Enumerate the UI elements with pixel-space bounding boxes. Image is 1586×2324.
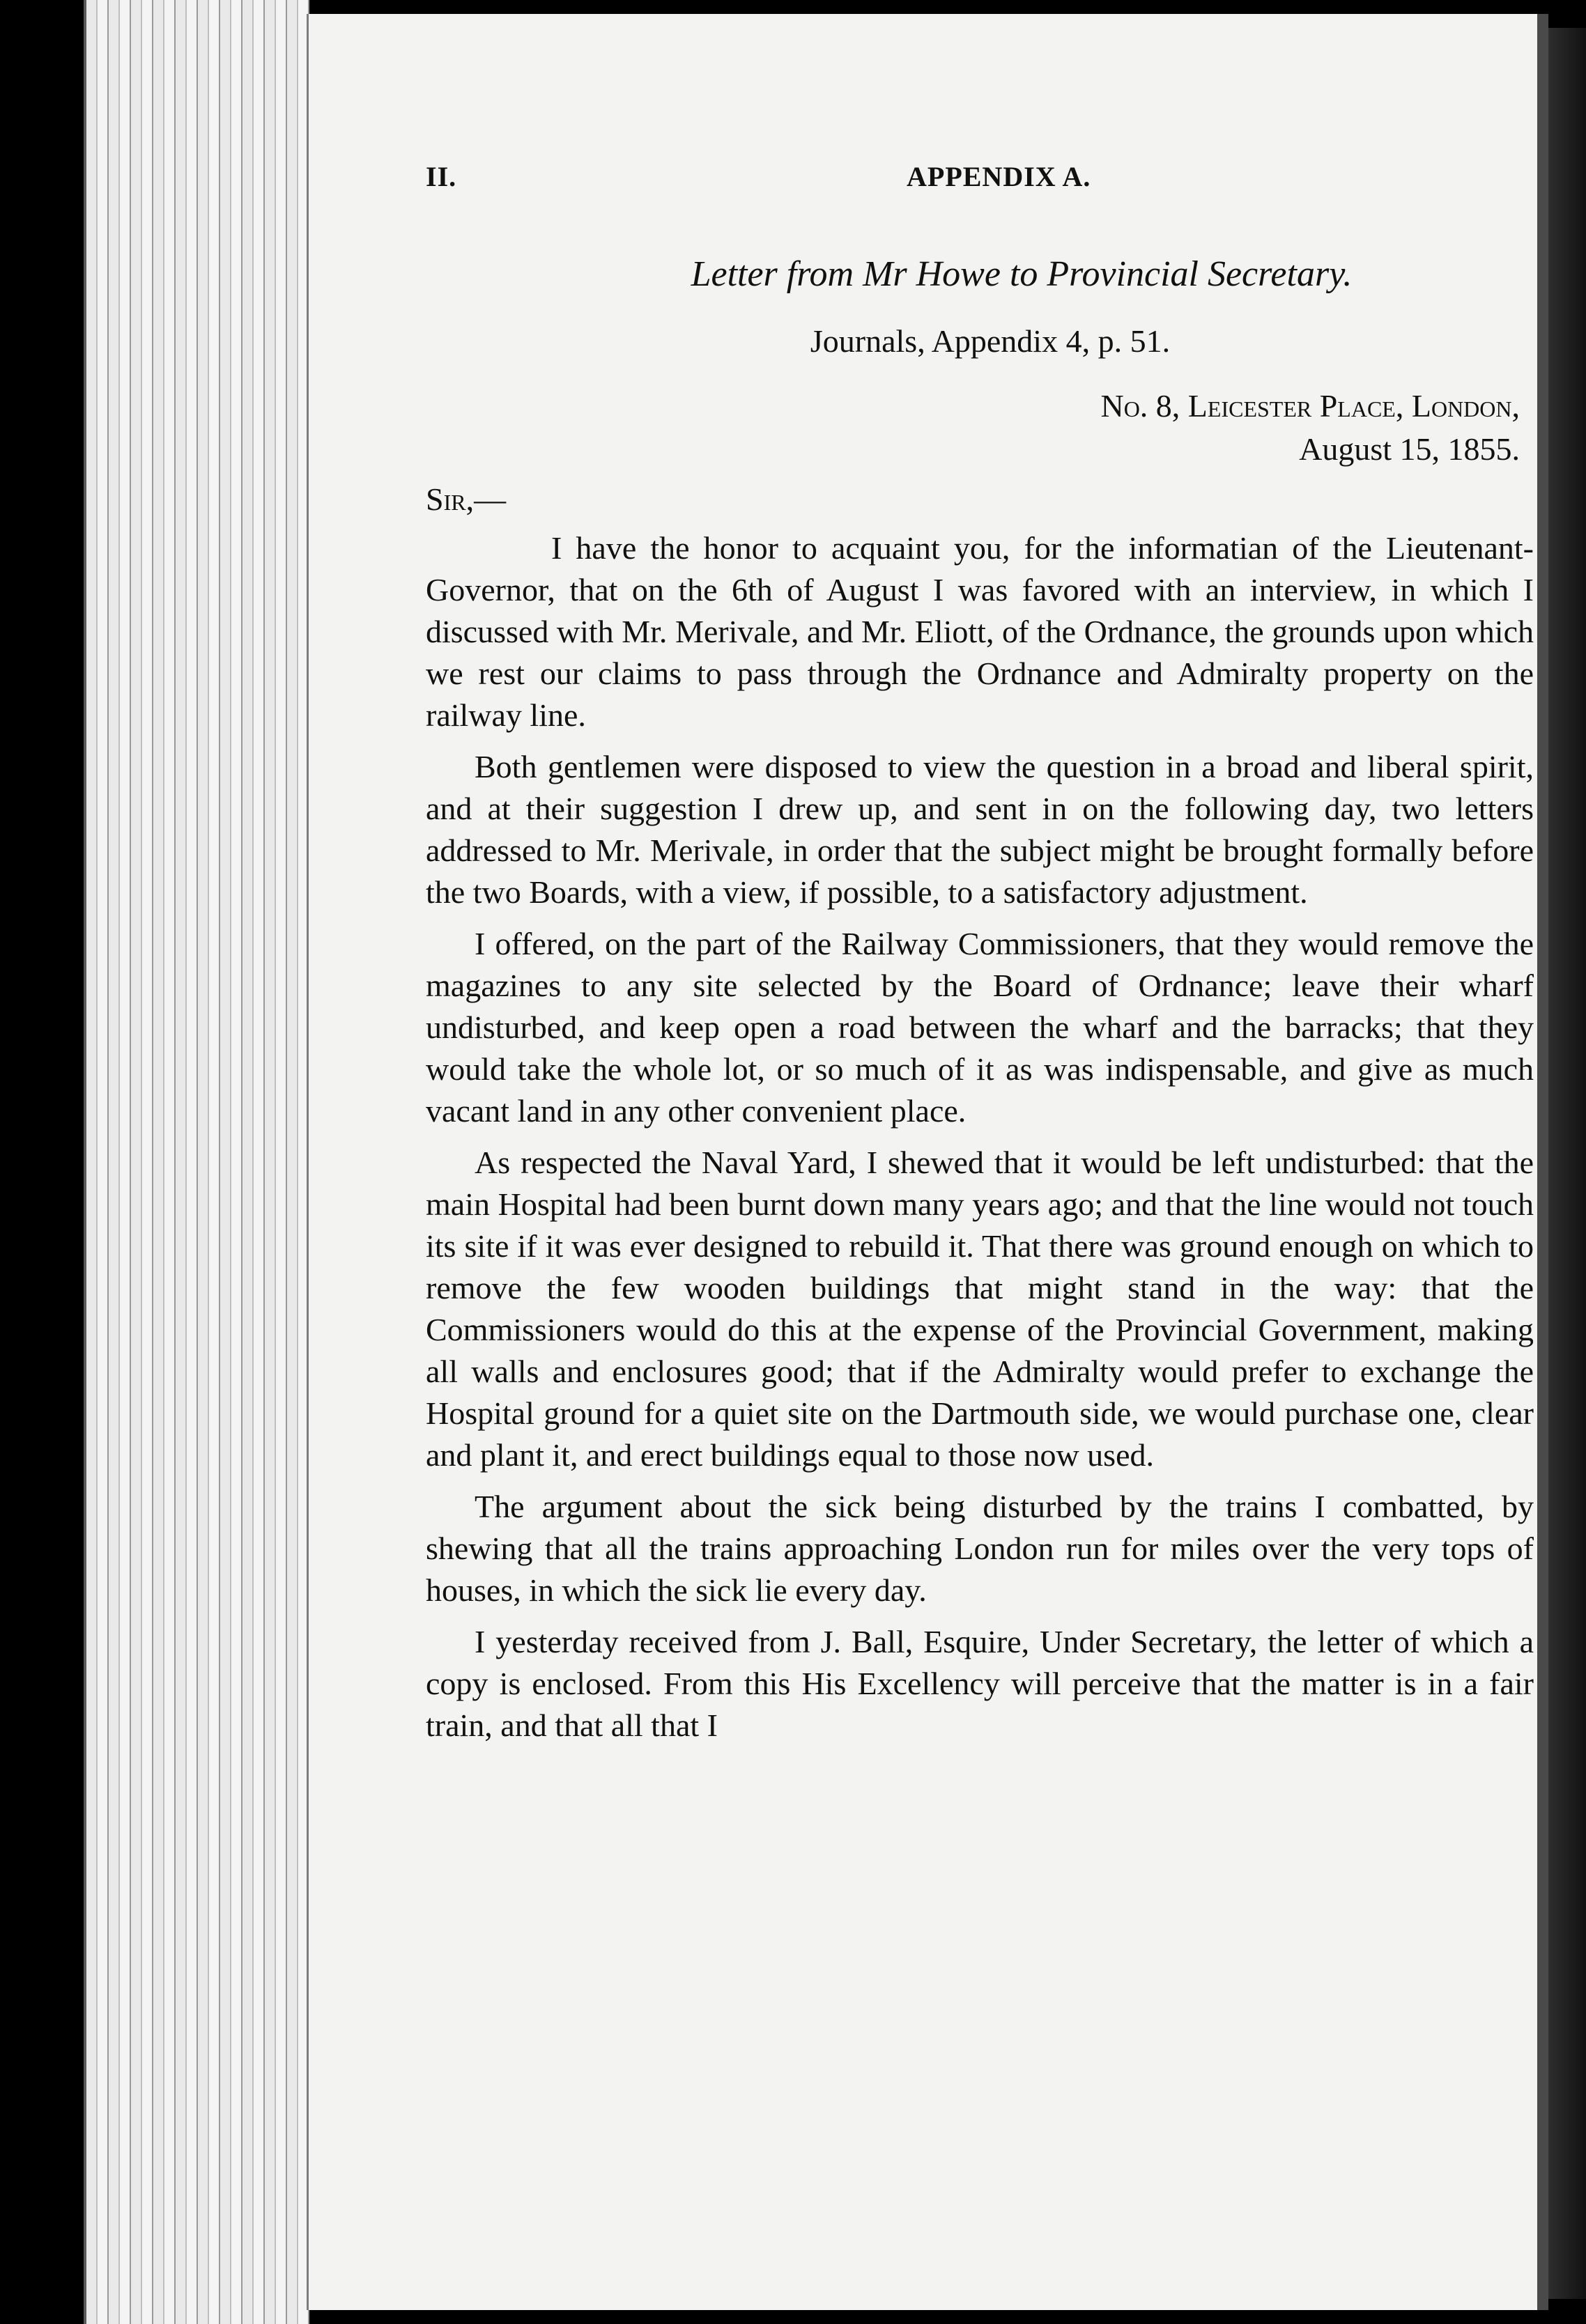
book-page xyxy=(307,14,1548,2310)
section-title: APPENDIX A. xyxy=(907,161,1091,192)
address-line: No. 8, Leicester Place, London, xyxy=(1100,388,1520,424)
source-reference: Journals, Appendix 4, p. 51. xyxy=(810,323,1171,359)
paragraph: I yesterday received from J. Ball, Esquire, Under Secretary, the letter of which a copy is enclosed. From this His Excellency will perceive that the matter is in a fair train, and that all that I xyxy=(426,1624,1534,1743)
salutation: Sir,— xyxy=(426,481,507,517)
page-number: II. xyxy=(426,161,457,192)
letter-title: Letter from Mr Howe to Provincial Secretary. xyxy=(691,254,1353,294)
paragraph: The argument about the sick being disturbed by the trains I combatted, by shewing that all the trains approaching London run for miles over the very tops of houses, in which the sick lie every day. xyxy=(426,1489,1534,1608)
date-line: August 15, 1855. xyxy=(1299,431,1520,467)
paragraph: I offered, on the part of the Railway Commissioners, that they would remove the magazines to any site selected by the Board of Ordnance; leave their wharf undisturbed, and keep open a road between the wharf and the barracks; that they would take the whole lot, or so much of it as was indispensable, and give as much vacant land in any other convenient place. xyxy=(426,926,1534,1129)
paragraph: I have the honor to acquaint you, for the informatian of the Lieutenant-Governor, that on the 6th of August I was favored with an interview, in which I discussed with Mr. Merivale, and Mr. Eliott, of the Ordnance, the grounds upon which we rest our claims to pass through the Ordnance and Admiralty property on the railway line. xyxy=(426,530,1534,733)
page-edges xyxy=(84,0,309,2324)
text-block xyxy=(426,160,1541,1746)
running-head xyxy=(426,160,1541,209)
paragraph: As respected the Naval Yard, I shewed that it would be left undisturbed: that the main Hospital had been burnt down many years ago; and that the line would not touch its site if it was ever designed to rebuild it. That there was ground enough on which to remove the few wooden buildings that might stand in the way: that the Commissioners would do this at the expense of the Provincial Government, making all walls and enclosures good; that if the Admiralty would prefer to exchange the Hospital ground for a quiet site on the Dartmouth side, we would purchase one, clear and plant it, and erect buildings equal to those now used. xyxy=(426,1145,1534,1473)
address-block xyxy=(426,385,1541,471)
paragraph: Both gentlemen were disposed to view the question in a broad and liberal spirit, and at their suggestion I drew up, and sent in on the following day, two letters addressed to Mr. Merivale, in order that the subject might be brought formally before the two Boards, with a view, if possible, to a satisfactory adjustment. xyxy=(426,749,1534,910)
